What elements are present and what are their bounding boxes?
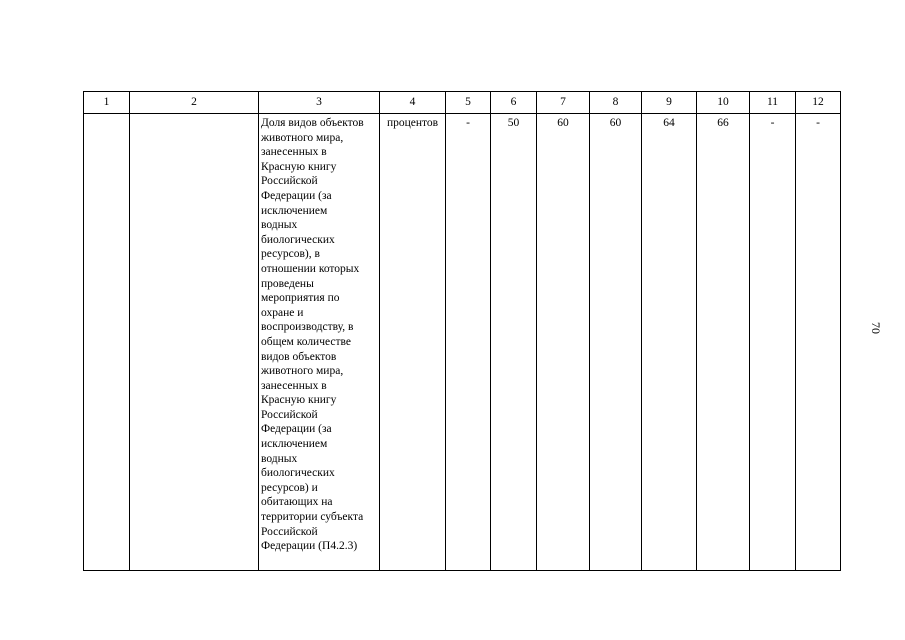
column-number-1: 1 <box>84 92 130 114</box>
indicator-table <box>83 91 841 571</box>
description-line: видов объектов <box>261 350 337 363</box>
column-number-9: 9 <box>642 92 697 114</box>
description-line: мероприятия по <box>261 292 340 305</box>
description-line: Красную книгу <box>261 160 337 173</box>
value-cell-9: 64 <box>642 114 697 571</box>
description-line: биологических <box>261 233 335 246</box>
value-cell-10: 66 <box>697 114 750 571</box>
description-line: проведены <box>261 277 314 290</box>
column-number-8: 8 <box>590 92 642 114</box>
description-line: занесенных в <box>261 146 327 159</box>
description-line: занесенных в <box>261 379 327 392</box>
column-number-5: 5 <box>446 92 491 114</box>
value-cell-12: - <box>796 114 841 571</box>
column-number-6: 6 <box>491 92 537 114</box>
description-line: ресурсов), в <box>261 248 320 261</box>
description-line: Федерации (за <box>261 189 332 202</box>
table-row <box>84 114 841 571</box>
description-line: Доля видов объектов <box>261 117 364 129</box>
column-number-2: 2 <box>130 92 259 114</box>
unit-cell: процентов <box>380 114 446 571</box>
value-cell-11: - <box>750 114 796 571</box>
description-line: территории субъекта <box>261 511 364 524</box>
description-line: водных <box>261 219 298 232</box>
description-line: исключением <box>261 204 328 217</box>
description-line: Российской <box>261 408 318 421</box>
value-cell-6: 50 <box>491 114 537 571</box>
description-line: Российской <box>261 175 318 188</box>
page-number: 70 <box>869 322 883 334</box>
value-cell-5: - <box>446 114 491 571</box>
description-line: воспроизводству, в <box>261 321 354 334</box>
description-line: Федерации (за <box>261 423 332 436</box>
column-number-7: 7 <box>537 92 590 114</box>
description-line: общем количестве <box>261 335 351 348</box>
description-line: охране и <box>261 306 304 319</box>
column-number-4: 4 <box>380 92 446 114</box>
column-number-12: 12 <box>796 92 841 114</box>
row-cell-1 <box>84 114 130 571</box>
value-cell-7: 60 <box>537 114 590 571</box>
description-line: животного мира, <box>261 365 344 378</box>
column-number-10: 10 <box>697 92 750 114</box>
column-number-3: 3 <box>259 92 380 114</box>
description-line: обитающих на <box>261 496 333 509</box>
indicator-description <box>259 114 380 571</box>
description-line: Красную книгу <box>261 394 337 407</box>
row-cell-2 <box>130 114 259 571</box>
description-line: отношении которых <box>261 262 360 275</box>
column-number-row <box>84 92 841 114</box>
value-cell-8: 60 <box>590 114 642 571</box>
description-line: биологических <box>261 467 335 480</box>
description-line: исключением <box>261 438 328 451</box>
description-line: Федерации (П4.2.3) <box>261 540 358 553</box>
description-line: ресурсов) и <box>261 481 318 494</box>
column-number-11: 11 <box>750 92 796 114</box>
description-line: водных <box>261 452 298 465</box>
description-line: Российской <box>261 525 318 538</box>
description-line: животного мира, <box>261 131 344 144</box>
